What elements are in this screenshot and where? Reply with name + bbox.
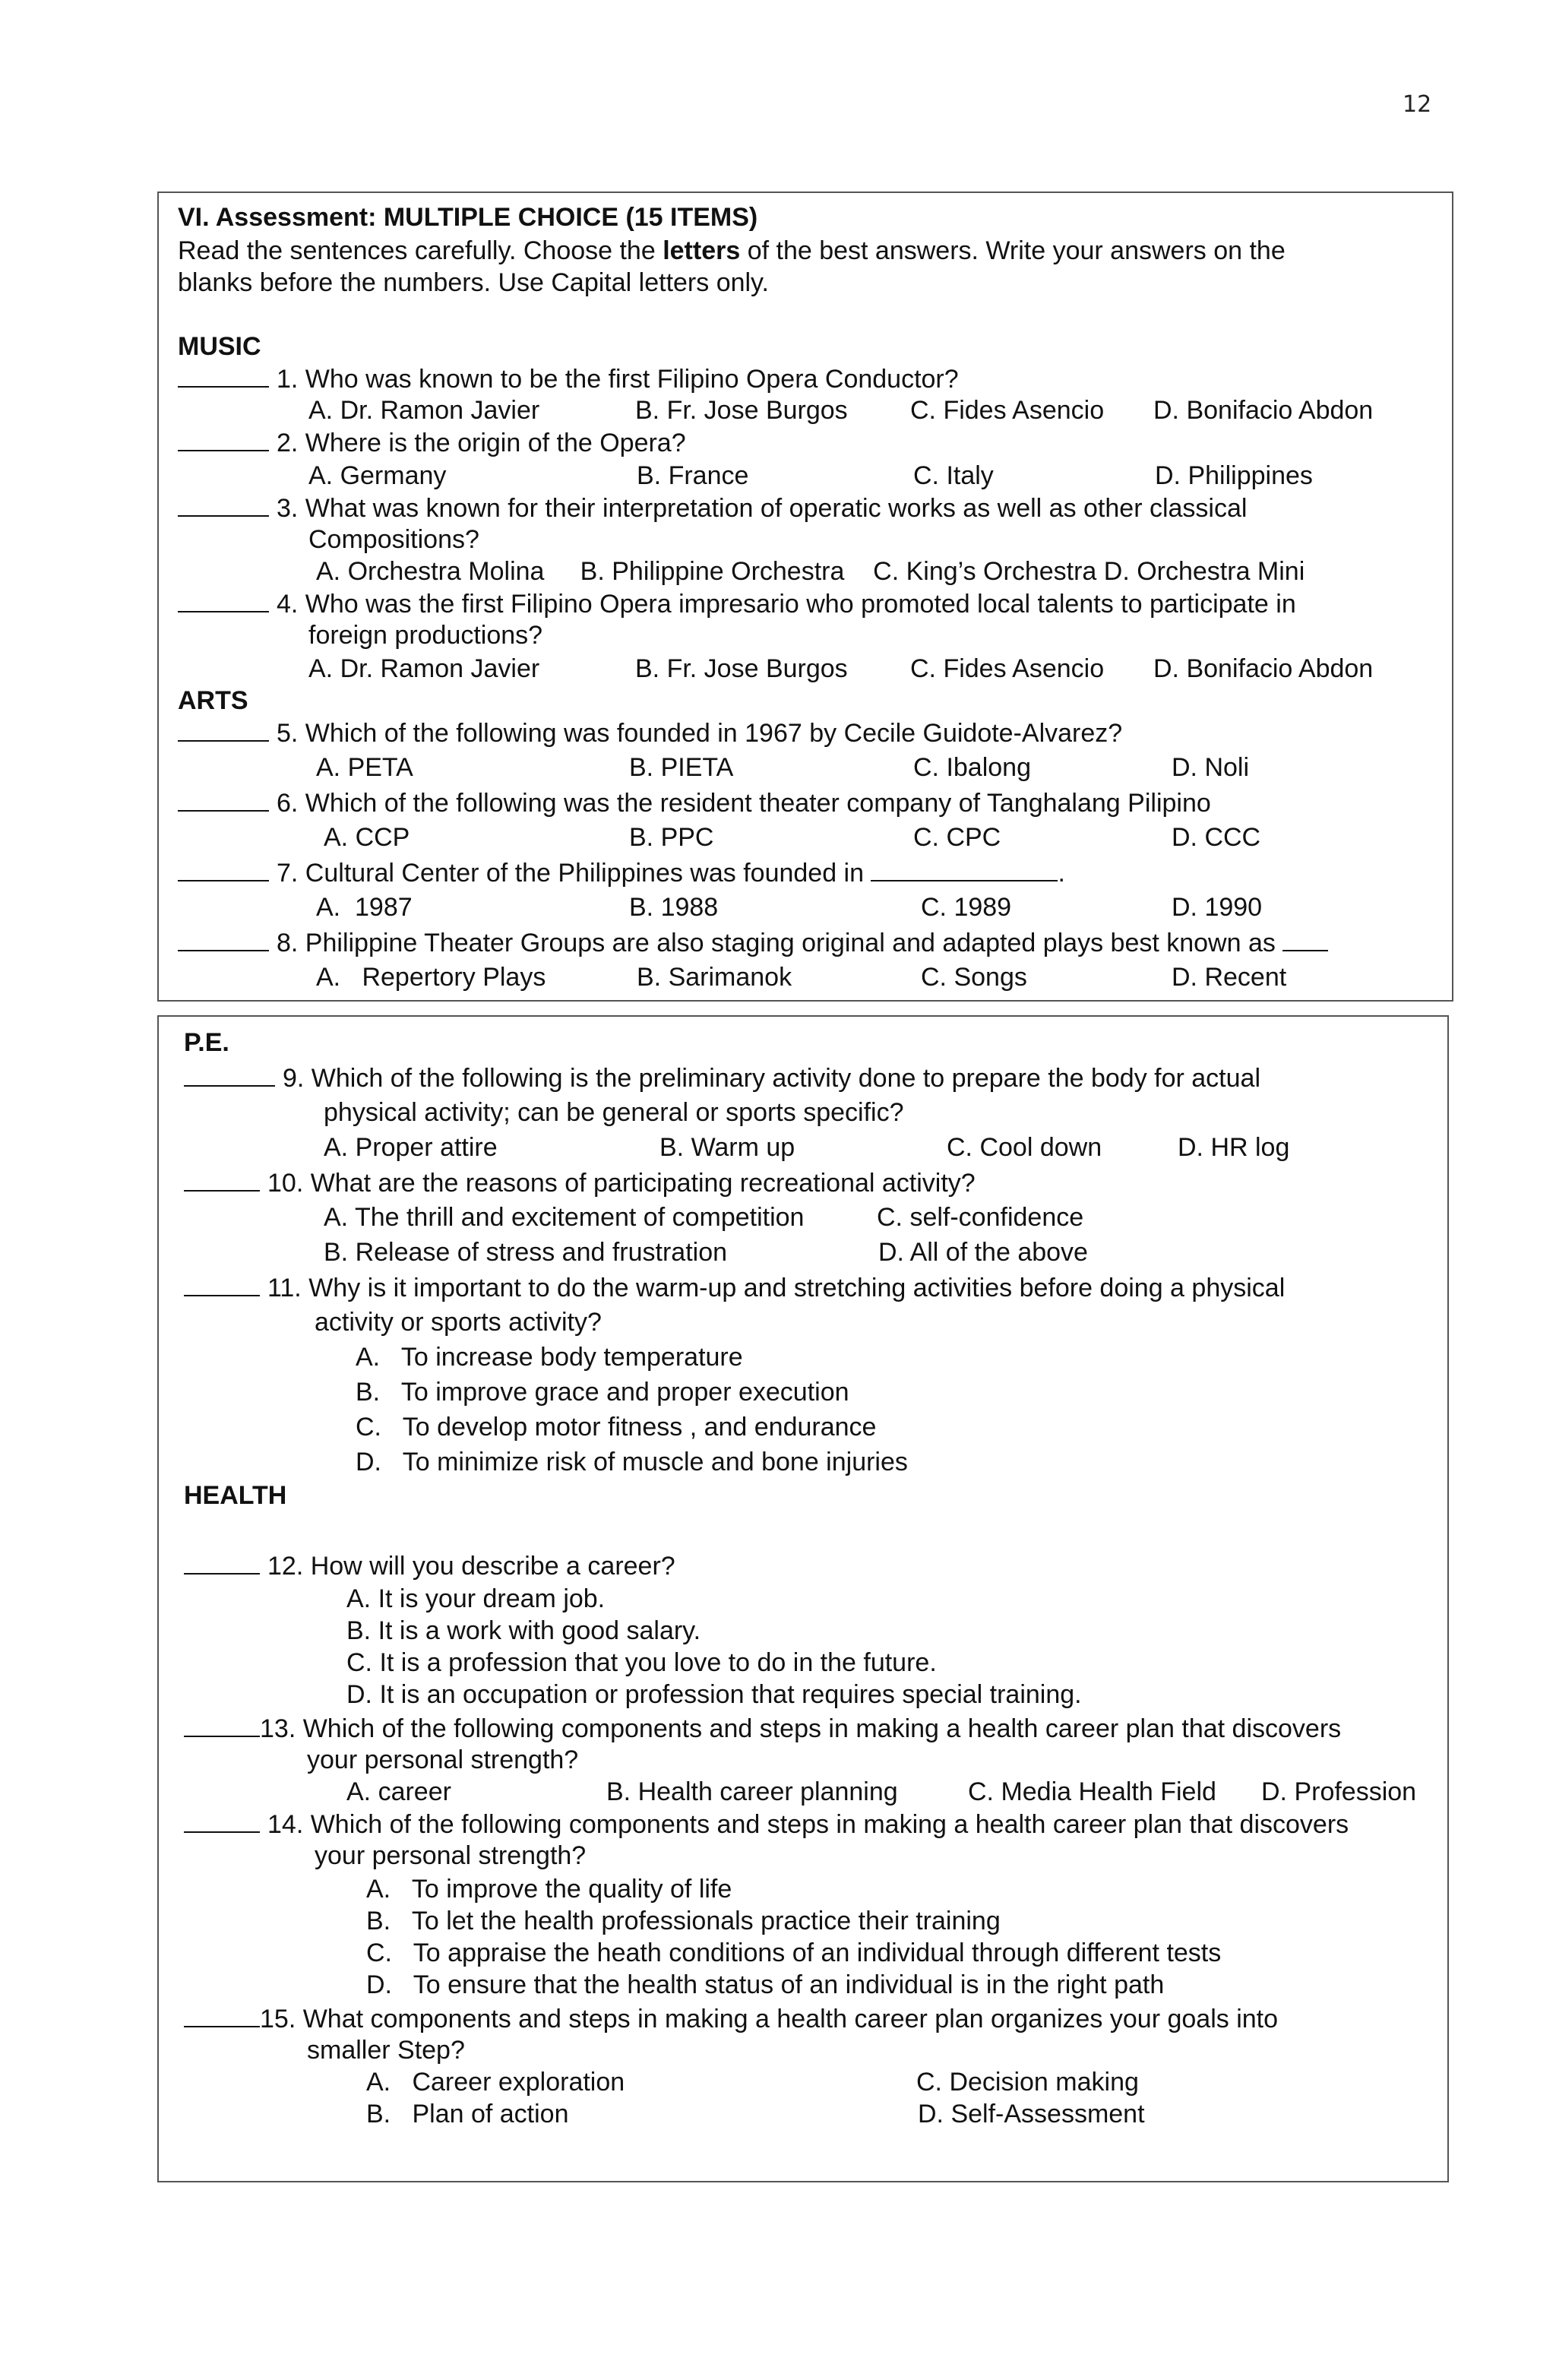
q1-option-d: D. Bonifacio Abdon — [1153, 396, 1374, 425]
instructions-line-1: Read the sentences carefully. Choose the letters of the best answers. Write your answers on the — [178, 236, 1286, 265]
q11-option-a: A. To increase body temperature — [356, 1343, 743, 1372]
answer-blank[interactable] — [178, 427, 269, 451]
q15-option-d: D. Self-Assessment — [918, 2100, 1145, 2128]
section-heading-health: HEALTH — [184, 1481, 287, 1510]
question-1: 1. Who was known to be the first Filipino Opera Conductor? — [178, 363, 959, 394]
q8-option-b: B. Sarimanok — [637, 963, 792, 992]
section-heading-arts: ARTS — [178, 686, 248, 715]
question-11-continued: activity or sports activity? — [315, 1308, 602, 1337]
question-7: 7. Cultural Center of the Philippines was founded in . — [178, 857, 1065, 888]
q14-option-a: A. To improve the quality of life — [366, 1875, 732, 1904]
q7-option-a: A. 1987 — [316, 893, 413, 922]
q9-option-c: C. Cool down — [947, 1133, 1102, 1162]
q5-option-c: C. Ibalong — [913, 753, 1031, 782]
question-11: 11. Why is it important to do the warm-up and stretching activities before doing a physical — [184, 1272, 1285, 1303]
instructions-line-2: blanks before the numbers. Use Capital letters only. — [178, 268, 769, 297]
question-13: 13. Which of the following components and steps in making a health career plan that discovers — [184, 1713, 1341, 1744]
q12-option-b: B. It is a work with good salary. — [346, 1616, 701, 1645]
q13-option-c: C. Media Health Field — [968, 1777, 1216, 1806]
q13-option-b: B. Health career planning — [606, 1777, 898, 1806]
q4-option-a: A. Dr. Ramon Javier — [308, 654, 540, 683]
q14-option-b: B. To let the health professionals practice their training — [366, 1907, 1001, 1935]
q5-option-d: D. Noli — [1172, 753, 1250, 782]
question-14: 14. Which of the following components and steps in making a health career plan that discovers — [184, 1809, 1349, 1840]
q6-option-a: A. CCP — [324, 823, 410, 852]
q1-option-b: B. Fr. Jose Burgos — [635, 396, 848, 425]
question-6: 6. Which of the following was the resident theater company of Tanghalang Pilipino — [178, 787, 1211, 818]
q12-option-d: D. It is an occupation or profession that requires special training. — [346, 1680, 1082, 1709]
q15-option-c: C. Decision making — [916, 2068, 1139, 2097]
q10-option-c: C. self-confidence — [877, 1203, 1084, 1232]
question-9-continued: physical activity; can be general or sports specific? — [324, 1098, 904, 1127]
q11-option-b: B. To improve grace and proper execution — [356, 1378, 849, 1407]
fill-in-blank[interactable] — [1282, 927, 1328, 951]
answer-blank[interactable] — [178, 857, 269, 881]
q14-option-d: D. To ensure that the health status of an individual is in the right path — [366, 1970, 1165, 1999]
q6-option-b: B. PPC — [629, 823, 714, 852]
q7-option-b: B. 1988 — [629, 893, 719, 922]
q13-option-a: A. career — [346, 1777, 451, 1806]
q9-option-b: B. Warm up — [659, 1133, 795, 1162]
question-13-continued: your personal strength? — [307, 1745, 579, 1774]
q2-option-a: A. Germany — [308, 461, 447, 490]
q3-options: A. Orchestra Molina B. Philippine Orchestra C. King’s Orchestra D. Orchestra Mini — [316, 557, 1305, 586]
q6-option-d: D. CCC — [1172, 823, 1261, 852]
q8-option-d: D. Recent — [1172, 963, 1287, 992]
answer-blank[interactable] — [178, 492, 269, 517]
question-4-continued: foreign productions? — [308, 621, 543, 650]
answer-blank[interactable] — [184, 1167, 260, 1192]
question-2: 2. Where is the origin of the Opera? — [178, 427, 686, 458]
q11-option-c: C. To develop motor fitness , and endurance — [356, 1413, 877, 1442]
answer-blank[interactable] — [178, 588, 269, 612]
question-3-continued: Compositions? — [308, 525, 479, 554]
q4-option-d: D. Bonifacio Abdon — [1153, 654, 1374, 683]
q8-option-c: C. Songs — [921, 963, 1027, 992]
section-heading-pe: P.E. — [184, 1028, 229, 1057]
answer-blank[interactable] — [178, 363, 269, 388]
answer-blank[interactable] — [178, 787, 269, 812]
q11-option-d: D. To minimize risk of muscle and bone injuries — [356, 1448, 908, 1476]
question-14-continued: your personal strength? — [315, 1841, 587, 1870]
q1-option-a: A. Dr. Ramon Javier — [308, 396, 540, 425]
answer-blank[interactable] — [178, 927, 269, 951]
q2-option-c: C. Italy — [913, 461, 994, 490]
q13-option-d: D. Profession — [1261, 1777, 1417, 1806]
q7-option-c: C. 1989 — [921, 893, 1012, 922]
answer-blank[interactable] — [184, 2003, 260, 2027]
answer-blank[interactable] — [184, 1062, 275, 1087]
q15-option-b: B. Plan of action — [366, 2100, 569, 2128]
q12-option-c: C. It is a profession that you love to do in the future. — [346, 1648, 937, 1677]
q8-option-a: A. Repertory Plays — [316, 963, 546, 992]
question-12: 12. How will you describe a career? — [184, 1550, 675, 1581]
q5-option-a: A. PETA — [316, 753, 413, 782]
question-15: 15. What components and steps in making a health career plan organizes your goals into — [184, 2003, 1278, 2034]
q15-option-a: A. Career exploration — [366, 2068, 625, 2097]
fill-in-blank[interactable] — [871, 857, 1058, 881]
answer-blank[interactable] — [184, 1809, 260, 1833]
question-3: 3. What was known for their interpretation of operatic works as well as other classical — [178, 492, 1247, 524]
q10-option-b: B. Release of stress and frustration — [324, 1238, 728, 1267]
answer-blank[interactable] — [184, 1550, 260, 1575]
q12-option-a: A. It is your dream job. — [346, 1584, 606, 1613]
question-9: 9. Which of the following is the preliminary activity done to prepare the body for actual — [184, 1062, 1260, 1093]
question-5: 5. Which of the following was founded in 1967 by Cecile Guidote-Alvarez? — [178, 717, 1122, 748]
answer-blank[interactable] — [184, 1713, 260, 1737]
answer-blank[interactable] — [178, 717, 269, 742]
q7-option-d: D. 1990 — [1172, 893, 1263, 922]
q4-option-c: C. Fides Asencio — [910, 654, 1105, 683]
q6-option-c: C. CPC — [913, 823, 1001, 852]
question-8: 8. Philippine Theater Groups are also staging original and adapted plays best known as — [178, 927, 1328, 958]
q2-option-b: B. France — [637, 461, 749, 490]
q1-option-c: C. Fides Asencio — [910, 396, 1105, 425]
q4-option-b: B. Fr. Jose Burgos — [635, 654, 848, 683]
q10-option-d: D. All of the above — [878, 1238, 1088, 1267]
q9-option-d: D. HR log — [1178, 1133, 1290, 1162]
question-4: 4. Who was the first Filipino Opera impresario who promoted local talents to participate in — [178, 588, 1296, 619]
assessment-title: VI. Assessment: MULTIPLE CHOICE (15 ITEMS) — [178, 203, 758, 232]
question-15-continued: smaller Step? — [307, 2036, 465, 2065]
q10-option-a: A. The thrill and excitement of competition — [324, 1203, 805, 1232]
section-heading-music: MUSIC — [178, 332, 261, 361]
answer-blank[interactable] — [184, 1272, 260, 1296]
q9-option-a: A. Proper attire — [324, 1133, 498, 1162]
q14-option-c: C. To appraise the heath conditions of an individual through different tests — [366, 1938, 1222, 1967]
q2-option-d: D. Philippines — [1155, 461, 1313, 490]
page-number: 12 — [1403, 91, 1432, 118]
question-10: 10. What are the reasons of participating recreational activity? — [184, 1167, 976, 1198]
q5-option-b: B. PIETA — [629, 753, 734, 782]
